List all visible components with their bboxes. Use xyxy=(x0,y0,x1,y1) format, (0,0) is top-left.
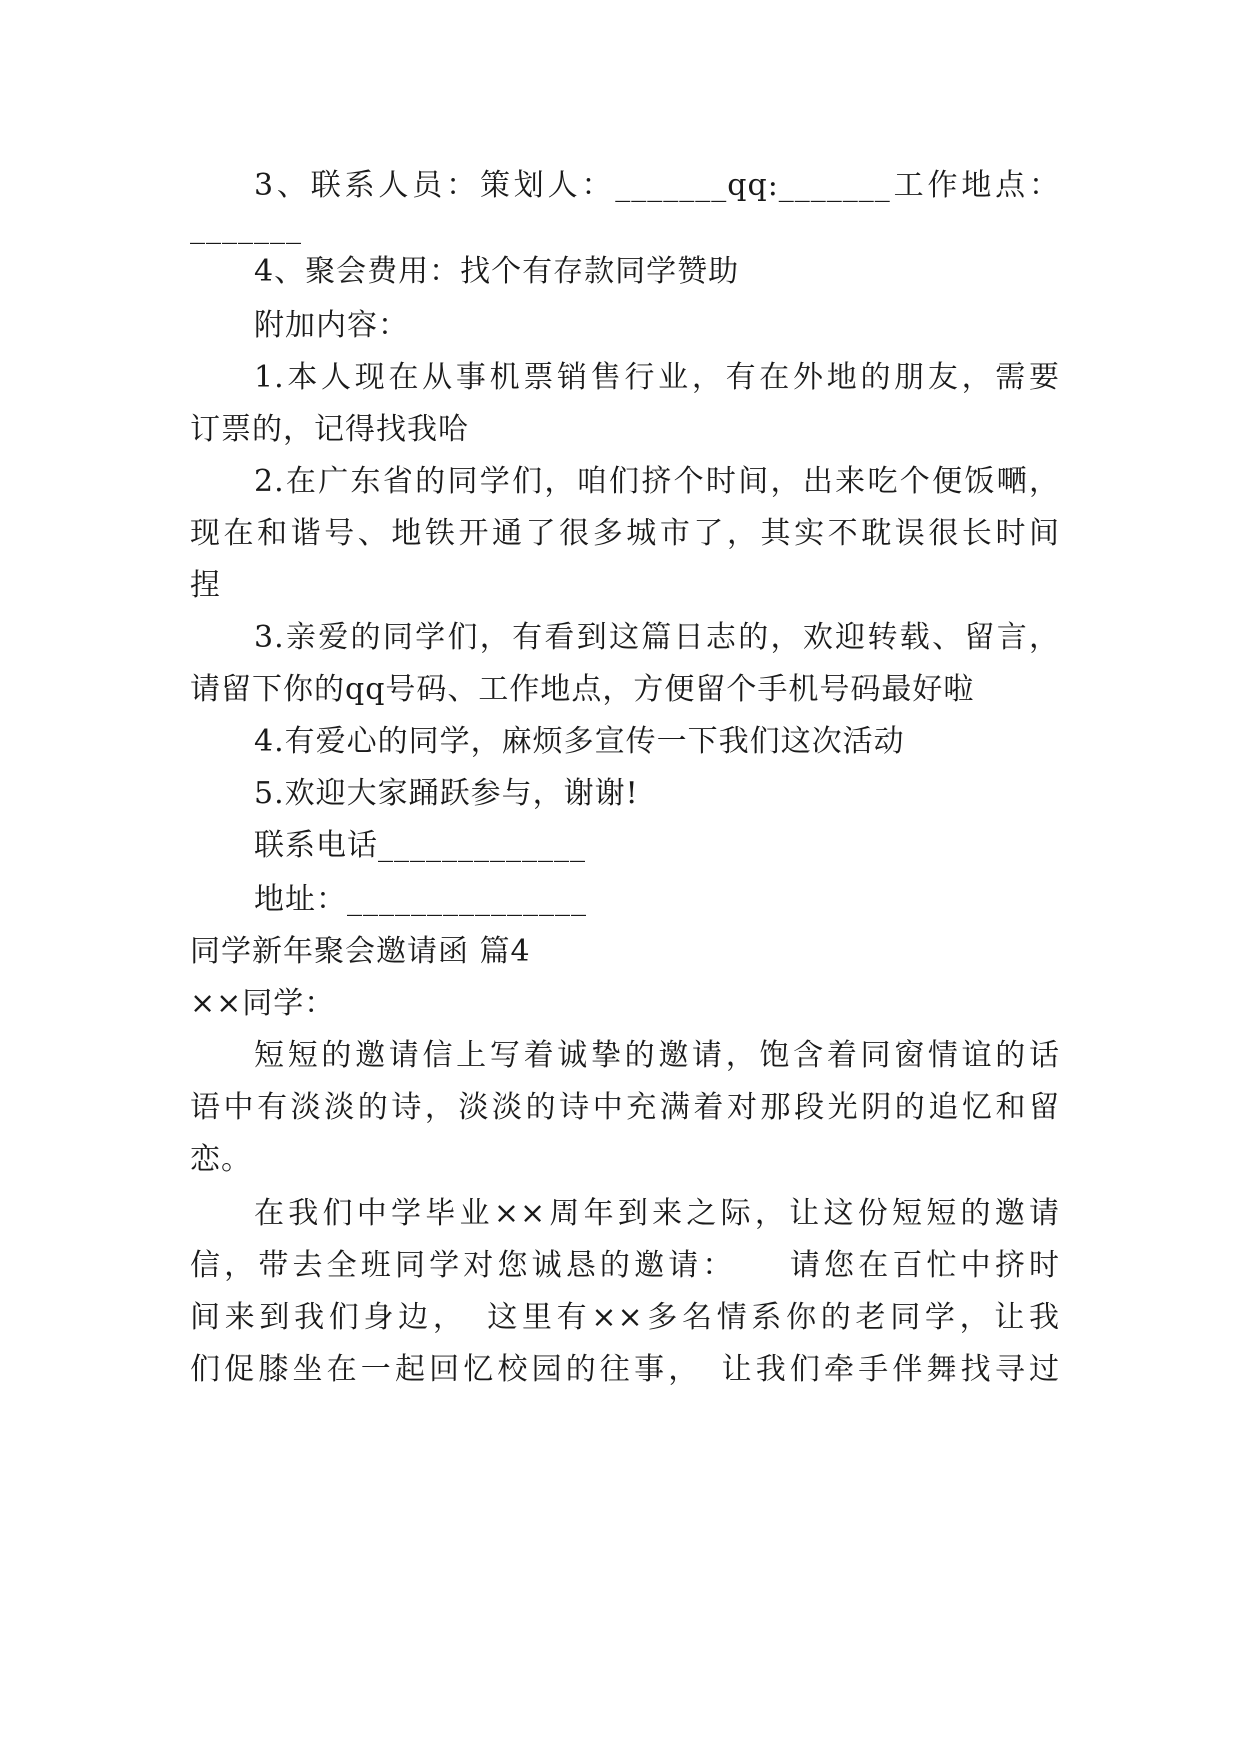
note-2-line-1: 2.在广东省的同学们，咱们挤个时间，出来吃个便饭嗮， xyxy=(254,464,1060,499)
para-2-line-2: 信，带去全班同学对您诚恳的邀请： 请您在百忙中挤时 xyxy=(190,1248,1060,1283)
contact-staff-line: 3、联系人员：策划人：_______qq:_______工作地点： xyxy=(254,168,1060,203)
note-4-line: 4.有爱心的同学，麻烦多宣传一下我们这次活动 xyxy=(254,724,905,759)
note-1-line-2: 订票的，记得找我哈 xyxy=(190,412,469,447)
para-2-line-3: 间来到我们身边， 这里有××多名情系你的老同学，让我 xyxy=(190,1300,1060,1335)
salutation: ××同学： xyxy=(190,986,336,1021)
address-line: 地址：_______________ xyxy=(254,882,587,917)
para-1-line-1: 短短的邀请信上写着诚挚的邀请，饱含着同窗情谊的话 xyxy=(254,1038,1060,1073)
contact-phone-line: 联系电话_____________ xyxy=(254,828,586,863)
para-1-line-2: 语中有淡淡的诗，淡淡的诗中充满着对那段光阴的追忆和留 xyxy=(190,1090,1060,1125)
section-title: 同学新年聚会邀请函 篇4 xyxy=(190,934,531,969)
para-1-line-3: 恋。 xyxy=(190,1142,252,1177)
note-1-line-1: 1.本人现在从事机票销售行业，有在外地的朋友，需要 xyxy=(254,360,1060,395)
note-2-line-3: 捏 xyxy=(190,568,221,603)
para-2-line-4: 们促膝坐在一起回忆校园的往事， 让我们牵手伴舞找寻过 xyxy=(190,1352,1060,1387)
additional-content-heading: 附加内容： xyxy=(254,308,409,343)
para-2-line-1: 在我们中学毕业××周年到来之际，让这份短短的邀请 xyxy=(254,1196,1060,1231)
note-3-line-2: 请留下你的qq号码、工作地点，方便留个手机号码最好啦 xyxy=(190,672,975,707)
note-2-line-2: 现在和谐号、地铁开通了很多城市了，其实不耽误很长时间 xyxy=(190,516,1060,551)
note-3-line-1: 3.亲爱的同学们，有看到这篇日志的，欢迎转载、留言， xyxy=(254,620,1060,655)
workplace-blank-line: _______ xyxy=(190,210,302,245)
note-5-line: 5.欢迎大家踊跃参与，谢谢! xyxy=(254,776,639,811)
party-fee-line: 4、聚会费用：找个有存款同学赞助 xyxy=(254,254,740,289)
